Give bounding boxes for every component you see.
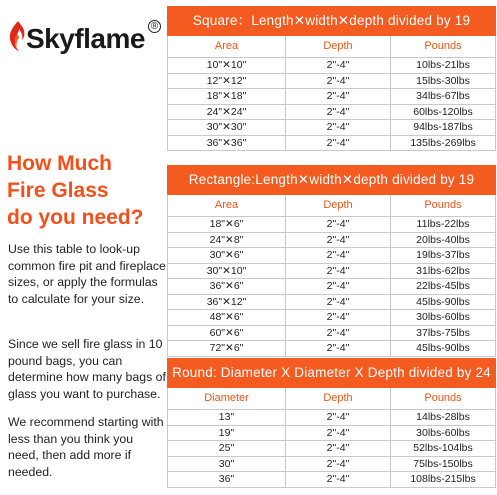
table-cell: 30lbs-60lbs <box>391 425 496 441</box>
table-cell: 135lbs-269lbs <box>391 135 496 151</box>
table-cell: 2"-4" <box>286 135 391 151</box>
table-cell: 36"✕36" <box>168 135 286 151</box>
headline-line: do you need? <box>7 206 144 229</box>
table-cell: 37lbs-75lbs <box>391 325 496 341</box>
headline-line: How Much <box>7 152 112 175</box>
square-table <box>167 6 496 151</box>
table-cell: 2"-4" <box>286 294 391 310</box>
table-cell: 19" <box>168 425 286 441</box>
table-cell: 75lbs-150lbs <box>391 456 496 472</box>
table-cell: 12"✕12" <box>168 73 286 89</box>
table-cell: 2"-4" <box>286 104 391 120</box>
table-cell: 20lbs-40lbs <box>391 232 496 248</box>
table-title-row <box>168 7 496 36</box>
table-cell: 36"✕6" <box>168 279 286 295</box>
table-cell: 72"✕6" <box>168 341 286 357</box>
table-cell: 2"-4" <box>286 456 391 472</box>
table-cell: 15lbs-30lbs <box>391 73 496 89</box>
table-cell: 2"-4" <box>286 217 391 233</box>
column-header: Depth <box>286 36 391 58</box>
table-cell: 10lbs-21lbs <box>391 58 496 74</box>
table-row <box>168 441 496 457</box>
table-cell: 10"✕10" <box>168 58 286 74</box>
table-cell: 30"✕10" <box>168 263 286 279</box>
column-header: Area <box>168 195 286 217</box>
table-cell: 2"-4" <box>286 279 391 295</box>
table-cell: 25" <box>168 441 286 457</box>
registered-mark: ® <box>148 20 161 33</box>
table-cell: 108lbs-215lbs <box>391 472 496 488</box>
table-cell: 2"-4" <box>286 410 391 426</box>
column-header: Diameter <box>168 388 286 410</box>
headline <box>7 150 167 231</box>
table-row <box>168 135 496 151</box>
table-cell: 48"✕6" <box>168 310 286 326</box>
table-cell: 18"✕18" <box>168 89 286 105</box>
table-cell: 11lbs-22lbs <box>391 217 496 233</box>
table-cell: 18"✕6" <box>168 217 286 233</box>
column-header: Depth <box>286 195 391 217</box>
table-row <box>168 217 496 233</box>
table-title: Round: Diameter X Diameter X Depth divided by 24 <box>168 359 496 388</box>
table-row <box>168 341 496 357</box>
table-cell: 2"-4" <box>286 310 391 326</box>
table-row <box>168 279 496 295</box>
table-row <box>168 310 496 326</box>
table-row <box>168 263 496 279</box>
table-cell: 36"✕12" <box>168 294 286 310</box>
table-cell: 2"-4" <box>286 89 391 105</box>
column-header: Pounds <box>391 195 496 217</box>
table-cell: 2"-4" <box>286 472 391 488</box>
table-cell: 30" <box>168 456 286 472</box>
headline-line: Fire Glass <box>7 179 109 202</box>
table-cell: 30"✕6" <box>168 248 286 264</box>
table-cell: 22lbs-45lbs <box>391 279 496 295</box>
table-title-row <box>168 359 496 388</box>
column-header: Depth <box>286 388 391 410</box>
table-row <box>168 232 496 248</box>
table-cell: 45lbs-90lbs <box>391 294 496 310</box>
table-row <box>168 89 496 105</box>
table-row <box>168 472 496 488</box>
table-cell: 30lbs-60lbs <box>391 310 496 326</box>
table-row <box>168 325 496 341</box>
column-header-row <box>168 388 496 410</box>
table-cell: 45lbs-90lbs <box>391 341 496 357</box>
table-row <box>168 456 496 472</box>
table-cell: 24"✕8" <box>168 232 286 248</box>
intro-paragraph: Use this table to look-up common fire pit and fireplace sizes, or apply the formulas to calculate for your size. <box>8 242 166 306</box>
table-cell: 2"-4" <box>286 425 391 441</box>
column-header: Pounds <box>391 388 496 410</box>
column-header: Pounds <box>391 36 496 58</box>
table-cell: 2"-4" <box>286 341 391 357</box>
table-cell: 52lbs-104lbs <box>391 441 496 457</box>
table-cell: 94lbs-187lbs <box>391 120 496 136</box>
table-title: Rectangle:Length✕width✕depth divided by 19 <box>168 166 496 195</box>
table-row <box>168 294 496 310</box>
recommendation-paragraph: We recommend starting with less than you think you need, then add more if needed. <box>8 415 164 479</box>
table-cell: 2"-4" <box>286 232 391 248</box>
table-cell: 36" <box>168 472 286 488</box>
table-cell: 2"-4" <box>286 120 391 136</box>
table-row <box>168 120 496 136</box>
table-cell: 2"-4" <box>286 263 391 279</box>
flame-icon <box>6 20 28 52</box>
table-row <box>168 410 496 426</box>
table-cell: 31lbs-62lbs <box>391 263 496 279</box>
table-cell: 60"✕6" <box>168 325 286 341</box>
brand-logo <box>6 14 166 58</box>
table-cell: 24"✕24" <box>168 104 286 120</box>
table-cell: 14lbs-28lbs <box>391 410 496 426</box>
column-header-row <box>168 36 496 58</box>
table-cell: 2"-4" <box>286 73 391 89</box>
table-cell: 2"-4" <box>286 58 391 74</box>
left-panel <box>0 0 165 495</box>
round-table <box>167 358 496 488</box>
table-cell: 13" <box>168 410 286 426</box>
table-row <box>168 104 496 120</box>
brand-name: Skyflame <box>26 23 145 54</box>
table-title: Square：Length✕width✕depth divided by 19 <box>168 7 496 36</box>
table-cell: 2"-4" <box>286 248 391 264</box>
rectangle-table <box>167 165 496 357</box>
table-cell: 2"-4" <box>286 325 391 341</box>
table-cell: 34lbs-67lbs <box>391 89 496 105</box>
table-row <box>168 248 496 264</box>
table-cell: 19lbs-37lbs <box>391 248 496 264</box>
table-cell: 30"✕30" <box>168 120 286 136</box>
column-header-row <box>168 195 496 217</box>
column-header: Area <box>168 36 286 58</box>
table-title-row <box>168 166 496 195</box>
table-row <box>168 73 496 89</box>
bags-paragraph: Since we sell fire glass in 10 pound bags, you can determine how many bags of glass you want to purchase. <box>8 337 166 401</box>
tables-panel <box>166 0 497 495</box>
table-row <box>168 425 496 441</box>
table-cell: 60lbs-120lbs <box>391 104 496 120</box>
table-cell: 2"-4" <box>286 441 391 457</box>
table-row <box>168 58 496 74</box>
